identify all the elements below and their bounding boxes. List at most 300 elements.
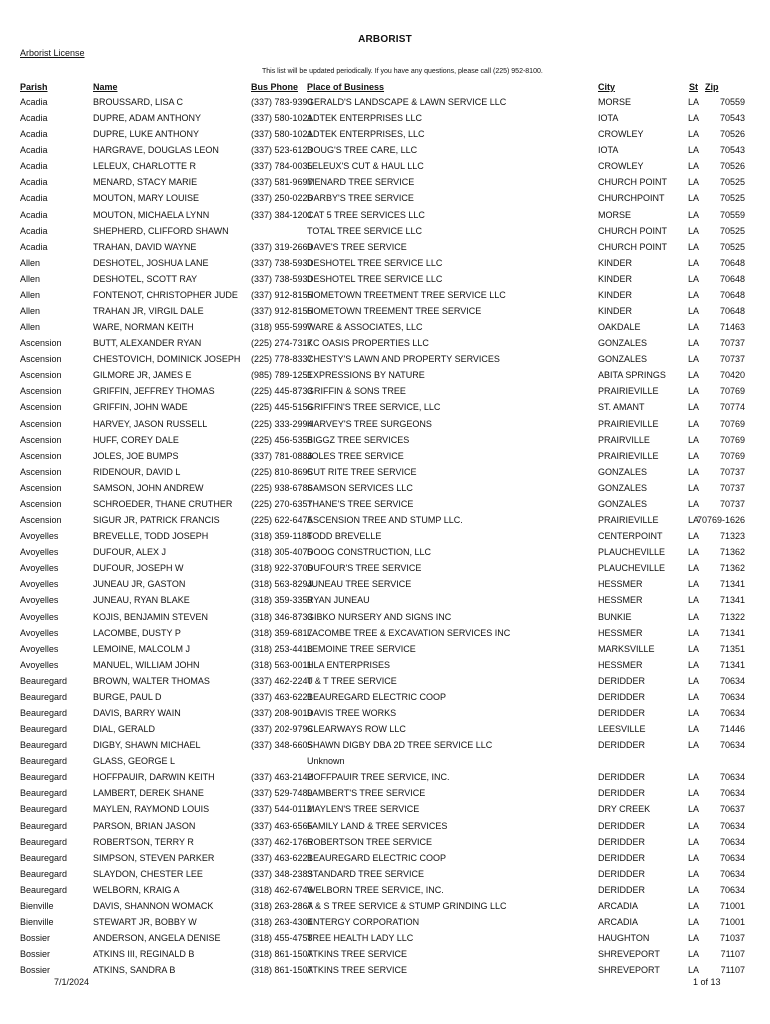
cell-bus-phone: (337) 784-0035 <box>251 161 313 172</box>
cell-city: SHREVEPORT <box>598 965 660 976</box>
cell-bus-phone: (337) 580-1021 <box>251 129 313 140</box>
cell-zip: 70769 <box>719 450 745 461</box>
cell-state: LA <box>688 933 700 944</box>
cell-bus-phone: (318) 455-4758 <box>251 933 313 944</box>
cell-state: LA <box>688 563 700 574</box>
cell-state: LA <box>688 740 700 751</box>
cell-zip: 71463 <box>719 322 745 333</box>
table-row <box>0 530 770 546</box>
cell-city: PRAIRVILLE <box>598 434 650 445</box>
cell-parish: Ascension <box>20 338 62 349</box>
cell-name: KOJIS, BENJAMIN STEVEN <box>93 611 209 622</box>
cell-name: DAVIS, BARRY WAIN <box>93 707 181 718</box>
cell-city: DERIDDER <box>598 820 646 831</box>
cell-name: BROWN, WALTER THOMAS <box>93 675 210 686</box>
cell-zip: 70769 <box>719 418 745 429</box>
cell-state: LA <box>688 675 700 686</box>
cell-state: LA <box>688 418 700 429</box>
cell-name: JOLES, JOE BUMPS <box>93 450 179 461</box>
cell-state: LA <box>688 466 700 477</box>
cell-city: CHURCH POINT <box>598 177 667 188</box>
cell-parish: Bienville <box>20 900 54 911</box>
update-note: This list will be updated periodically. If you have any questions, please call (225) 952-8100. <box>262 68 543 75</box>
cell-state: LA <box>688 306 700 317</box>
cell-zip: 70634 <box>719 852 745 863</box>
cell-place-of-business: T & T TREE SERVICE <box>307 675 397 686</box>
table-row <box>0 723 770 739</box>
cell-place-of-business: THANE'S TREE SERVICE <box>307 498 414 509</box>
cell-state: LA <box>688 884 700 895</box>
cell-parish: Ascension <box>20 418 62 429</box>
cell-zip: 71322 <box>719 611 745 622</box>
cell-city: CROWLEY <box>598 129 644 140</box>
header-parish: Parish <box>20 82 48 92</box>
header-place-of-business: Place of Business <box>307 82 385 92</box>
cell-state: LA <box>688 691 700 702</box>
table-row <box>0 852 770 868</box>
footer-date: 7/1/2024 <box>54 977 90 987</box>
table-row <box>0 321 770 337</box>
cell-name: STEWART JR, BOBBY W <box>93 916 197 927</box>
cell-name: BUTT, ALEXANDER RYAN <box>93 338 202 349</box>
cell-parish: Acadia <box>20 193 48 204</box>
cell-state: LA <box>688 627 700 638</box>
cell-place-of-business: BIGGZ TREE SERVICES <box>307 434 410 445</box>
cell-city: ARCADIA <box>598 900 639 911</box>
cell-state: LA <box>688 868 700 879</box>
table-row <box>0 498 770 514</box>
cell-name: MAYLEN, RAYMOND LOUIS <box>93 804 210 815</box>
table-row <box>0 627 770 643</box>
table-row <box>0 546 770 562</box>
cell-name: DESHOTEL, SCOTT RAY <box>93 273 198 284</box>
cell-zip: 70634 <box>719 788 745 799</box>
cell-parish: Avoyelles <box>20 611 59 622</box>
cell-parish: Beauregard <box>20 820 68 831</box>
cell-parish: Beauregard <box>20 868 68 879</box>
cell-zip: 70634 <box>719 820 745 831</box>
header-name: Name <box>93 82 118 92</box>
cell-parish: Beauregard <box>20 707 68 718</box>
cell-bus-phone: (225) 810-8695 <box>251 466 313 477</box>
table-row <box>0 209 770 225</box>
license-table <box>0 96 770 980</box>
cell-zip: 70634 <box>719 868 745 879</box>
cell-place-of-business: GRIFFIN'S TREE SERVICE, LLC <box>307 402 441 413</box>
cell-parish: Ascension <box>20 466 62 477</box>
cell-city: LEESVILLE <box>598 724 646 735</box>
table-row <box>0 755 770 771</box>
cell-name: DIAL, GERALD <box>93 724 156 735</box>
cell-state: LA <box>688 209 700 220</box>
table-row <box>0 401 770 417</box>
cell-parish: Acadia <box>20 225 48 236</box>
cell-place-of-business: GERALD'S LANDSCAPE & LAWN SERVICE LLC <box>307 97 507 107</box>
cell-bus-phone: (337) 463-6565 <box>251 820 313 831</box>
cell-bus-phone: (337) 463-6221 <box>251 852 313 863</box>
cell-parish: Avoyelles <box>20 563 59 574</box>
cell-zip: 71107 <box>720 949 745 960</box>
cell-name: CHESTOVICH, DOMINICK JOSEPH <box>93 354 241 365</box>
table-row <box>0 225 770 241</box>
cell-place-of-business: ATKINS TREE SERVICE <box>307 949 408 960</box>
cell-zip: 70737 <box>719 498 745 509</box>
cell-state: LA <box>688 949 700 960</box>
cell-bus-phone: (318) 955-5997 <box>251 322 313 333</box>
cell-parish: Acadia <box>20 97 48 107</box>
cell-name: DUFOUR, JOSEPH W <box>93 563 184 574</box>
cell-city: PRAIRIEVILLE <box>598 450 659 461</box>
cell-parish: Ascension <box>20 370 62 381</box>
cell-parish: Beauregard <box>20 675 68 686</box>
cell-name: SHEPHERD, CLIFFORD SHAWN <box>93 225 229 236</box>
table-row <box>0 707 770 723</box>
cell-bus-phone: (318) 861-1507 <box>251 949 313 960</box>
cell-state: LA <box>688 707 700 718</box>
cell-state: LA <box>688 820 700 831</box>
cell-state: LA <box>688 804 700 815</box>
cell-state: LA <box>688 225 700 236</box>
cell-city: HESSMER <box>598 595 643 606</box>
cell-zip: 70648 <box>719 257 745 268</box>
cell-name: DESHOTEL, JOSHUA LANE <box>93 257 209 268</box>
cell-city: CROWLEY <box>598 161 644 172</box>
cell-name: BURGE, PAUL D <box>93 691 162 702</box>
cell-city: GONZALES <box>598 466 648 477</box>
cell-name: FONTENOT, CHRISTOPHER JUDE <box>93 289 238 300</box>
cell-state: LA <box>688 386 700 397</box>
cell-name: GRIFFIN, JOHN WADE <box>93 402 188 413</box>
cell-bus-phone: (318) 263-2867 <box>251 900 313 911</box>
cell-state: LA <box>688 965 700 976</box>
table-row <box>0 948 770 964</box>
cell-zip: 71001 <box>719 900 745 911</box>
cell-city: OAKDALE <box>598 322 641 333</box>
cell-place-of-business: CAT 5 TREE SERVICES LLC <box>307 209 425 220</box>
cell-place-of-business: DOOG CONSTRUCTION, LLC <box>307 547 432 558</box>
cell-name: GLASS, GEORGE L <box>93 756 176 767</box>
cell-bus-phone: (337) 202-9796 <box>251 724 313 735</box>
cell-name: GILMORE JR, JAMES E <box>93 370 192 381</box>
cell-state: LA <box>688 531 700 542</box>
cell-bus-phone: (318) 359-1186 <box>251 531 312 542</box>
cell-city: PLAUCHEVILLE <box>598 563 666 574</box>
cell-zip: 71107 <box>720 965 745 976</box>
table-row <box>0 160 770 176</box>
table-row <box>0 176 770 192</box>
cell-state: LA <box>688 177 700 188</box>
cell-bus-phone: (337) 781-0886 <box>251 450 313 461</box>
cell-parish: Beauregard <box>20 788 68 799</box>
cell-zip: 71341 <box>719 627 745 638</box>
table-row <box>0 900 770 916</box>
cell-parish: Beauregard <box>20 884 68 895</box>
header-city: City <box>598 82 616 92</box>
cell-city: PRAIRIEVILLE <box>598 386 659 397</box>
cell-parish: Beauregard <box>20 772 68 783</box>
cell-state: LA <box>688 257 700 268</box>
cell-parish: Acadia <box>20 241 48 252</box>
cell-place-of-business: SHAWN DIGBY DBA 2D TREE SERVICE LLC <box>307 740 493 751</box>
cell-state: LA <box>688 113 700 124</box>
table-row <box>0 466 770 482</box>
cell-bus-phone: (337) 529-7489 <box>251 788 313 799</box>
cell-city: DERIDDER <box>598 836 646 847</box>
cell-city: DRY CREEK <box>598 804 651 815</box>
cell-parish: Allen <box>20 273 41 284</box>
cell-state: LA <box>688 322 700 333</box>
cell-city: DERIDDER <box>598 707 646 718</box>
cell-place-of-business: ASCENSION TREE AND STUMP LLC. <box>307 515 463 526</box>
cell-place-of-business: DESHOTEL TREE SERVICE LLC <box>307 273 443 284</box>
cell-bus-phone: (337) 738-5930 <box>251 257 313 268</box>
table-row <box>0 482 770 498</box>
cell-parish: Beauregard <box>20 804 68 815</box>
table-row <box>0 868 770 884</box>
cell-zip: 70737 <box>719 354 745 365</box>
cell-state: LA <box>688 515 700 526</box>
table-row <box>0 739 770 755</box>
cell-zip: 70737 <box>719 466 745 477</box>
cell-zip: 70543 <box>719 113 745 124</box>
cell-state: LA <box>688 772 700 783</box>
cell-parish: Bossier <box>20 933 51 944</box>
cell-parish: Acadia <box>20 161 48 172</box>
cell-name: MOUTON, MICHAELA LYNN <box>93 209 210 220</box>
cell-zip: 70737 <box>719 338 745 349</box>
cell-state: LA <box>688 611 700 622</box>
cell-zip: 71362 <box>719 547 745 558</box>
cell-state: LA <box>688 273 700 284</box>
cell-city: PRAIRIEVILLE <box>598 515 659 526</box>
table-row <box>0 434 770 450</box>
cell-name: ROBERTSON, TERRY R <box>93 836 194 847</box>
cell-parish: Acadia <box>20 209 48 220</box>
cell-place-of-business: LACOMBE TREE & EXCAVATION SERVICES INC <box>307 627 511 638</box>
cell-state: LA <box>688 724 700 735</box>
cell-zip: 71341 <box>719 595 745 606</box>
table-row <box>0 353 770 369</box>
cell-parish: Beauregard <box>20 756 68 767</box>
table-row <box>0 289 770 305</box>
cell-bus-phone: (318) 922-3706 <box>251 563 313 574</box>
cell-state: LA <box>688 289 700 300</box>
cell-bus-phone: (985) 789-1251 <box>251 370 313 381</box>
cell-state: LA <box>688 836 700 847</box>
document-subtitle: Arborist License <box>20 48 85 58</box>
cell-zip: 70420 <box>719 370 745 381</box>
cell-bus-phone: (337) 783-9390 <box>251 97 313 107</box>
cell-parish: Ascension <box>20 354 62 365</box>
cell-parish: Ascension <box>20 402 62 413</box>
cell-place-of-business: STANDARD TREE SERVICE <box>307 868 425 879</box>
cell-place-of-business: ATKINS TREE SERVICE <box>307 965 408 976</box>
cell-place-of-business: LEMOINE TREE SERVICE <box>307 643 416 654</box>
cell-place-of-business: ADTEK ENTERPRISES, LLC <box>307 129 425 140</box>
cell-place-of-business: HOMETOWN TREEMENT TREE SERVICE <box>307 306 482 317</box>
cell-zip: 70559 <box>719 97 745 107</box>
cell-bus-phone: (225) 778-8337 <box>251 354 313 365</box>
cell-state: LA <box>688 547 700 558</box>
cell-place-of-business: CUT RITE TREE SERVICE <box>307 466 417 477</box>
cell-place-of-business: HOFFPAUIR TREE SERVICE, INC. <box>307 772 450 783</box>
cell-place-of-business: RYAN JUNEAU <box>307 595 370 606</box>
cell-parish: Bienville <box>20 916 54 927</box>
table-row <box>0 241 770 257</box>
cell-state: LA <box>688 900 700 911</box>
cell-bus-phone: (225) 445-5156 <box>251 402 313 413</box>
cell-city: MORSE <box>598 97 632 107</box>
cell-state: LA <box>688 402 700 413</box>
cell-name: LACOMBE, DUSTY P <box>93 627 181 638</box>
cell-bus-phone: (318) 563-0011 <box>251 659 312 670</box>
cell-name: DAVIS, SHANNON WOMACK <box>93 900 214 911</box>
table-row <box>0 96 770 112</box>
cell-name: SIGUR JR, PATRICK FRANCIS <box>93 515 220 526</box>
cell-parish: Bossier <box>20 965 51 976</box>
cell-zip: 70634 <box>719 740 745 751</box>
cell-city: ABITA SPRINGS <box>598 370 666 381</box>
cell-zip: 70526 <box>719 129 745 140</box>
cell-state: LA <box>688 852 700 863</box>
cell-place-of-business: CHESTY'S LAWN AND PROPERTY SERVICES <box>307 354 500 365</box>
cell-state: LA <box>688 97 700 107</box>
table-row <box>0 257 770 273</box>
cell-place-of-business: ADTEK ENTERPRISES LLC <box>307 113 423 124</box>
cell-bus-phone: (318) 263-4304 <box>251 916 313 927</box>
cell-bus-phone: (225) 274-7317 <box>251 338 313 349</box>
cell-city: CHURCH POINT <box>598 225 667 236</box>
cell-zip: 70525 <box>719 225 745 236</box>
cell-parish: Acadia <box>20 145 48 156</box>
cell-zip: 70774 <box>719 402 745 413</box>
cell-state: LA <box>688 161 700 172</box>
cell-city: KINDER <box>598 289 633 300</box>
cell-city: HESSMER <box>598 579 643 590</box>
cell-parish: Ascension <box>20 434 62 445</box>
cell-city: KINDER <box>598 306 633 317</box>
cell-zip: 70526 <box>719 161 745 172</box>
cell-place-of-business: BEAUREGARD ELECTRIC COOP <box>307 852 447 863</box>
cell-place-of-business: MENARD TREE SERVICE <box>307 177 415 188</box>
cell-city: DERIDDER <box>598 884 646 895</box>
cell-bus-phone: (318) 359-3359 <box>251 595 313 606</box>
cell-place-of-business: ENTERGY CORPORATION <box>307 916 420 927</box>
cell-parish: Beauregard <box>20 724 68 735</box>
cell-place-of-business: CLEARWAYS ROW LLC <box>307 724 406 735</box>
cell-city: DERIDDER <box>598 868 646 879</box>
cell-state: LA <box>688 129 700 140</box>
cell-city: CHURCH POINT <box>598 241 667 252</box>
table-row <box>0 916 770 932</box>
cell-state: LA <box>688 241 700 252</box>
cell-zip: 70525 <box>719 193 745 204</box>
cell-name: MOUTON, MARY LOUISE <box>93 193 200 204</box>
cell-bus-phone: (225) 456-5355 <box>251 434 313 445</box>
cell-place-of-business: TOTAL TREE SERVICE LLC <box>307 225 423 236</box>
cell-zip: 71001 <box>719 916 745 927</box>
table-row <box>0 192 770 208</box>
cell-parish: Beauregard <box>20 836 68 847</box>
cell-parish: Avoyelles <box>20 643 59 654</box>
cell-city: IOTA <box>598 113 619 124</box>
table-row <box>0 450 770 466</box>
cell-place-of-business: TREE HEALTH LADY LLC <box>307 933 414 944</box>
cell-city: DERIDDER <box>598 788 646 799</box>
cell-zip: 70634 <box>719 772 745 783</box>
cell-city: SHREVEPORT <box>598 949 660 960</box>
cell-place-of-business: Unknown <box>307 756 345 767</box>
cell-city: DERIDDER <box>598 691 646 702</box>
cell-name: HUFF, COREY DALE <box>93 434 179 445</box>
cell-bus-phone: (337) 463-6221 <box>251 691 313 702</box>
cell-parish: Avoyelles <box>20 627 59 638</box>
cell-zip: 70634 <box>719 707 745 718</box>
cell-state: LA <box>688 450 700 461</box>
cell-name: BREVELLE, TODD JOSEPH <box>93 531 209 542</box>
cell-zip: 70769 <box>719 386 745 397</box>
cell-bus-phone: (225) 333-2994 <box>251 418 313 429</box>
table-row <box>0 820 770 836</box>
table-row <box>0 787 770 803</box>
cell-parish: Allen <box>20 257 41 268</box>
cell-name: PARSON, BRIAN JASON <box>93 820 196 831</box>
cell-place-of-business: SAMSON SERVICES LLC <box>307 482 413 493</box>
table-row <box>0 305 770 321</box>
cell-name: BROUSSARD, LISA C <box>93 97 184 107</box>
table-row <box>0 514 770 530</box>
cell-bus-phone: (225) 938-6786 <box>251 482 313 493</box>
table-row <box>0 803 770 819</box>
table-row <box>0 643 770 659</box>
table-row <box>0 594 770 610</box>
cell-parish: Bossier <box>20 949 51 960</box>
cell-state: LA <box>688 579 700 590</box>
table-row <box>0 562 770 578</box>
cell-name: HARGRAVE, DOUGLAS LEON <box>93 145 219 156</box>
cell-place-of-business: MAYLEN'S TREE SERVICE <box>307 804 420 815</box>
cell-place-of-business: KC OASIS PROPERTIES LLC <box>307 338 429 349</box>
table-row <box>0 771 770 787</box>
cell-parish: Allen <box>20 306 41 317</box>
table-row <box>0 112 770 128</box>
cell-zip: 70559 <box>719 209 745 220</box>
table-row <box>0 691 770 707</box>
cell-place-of-business: DARBY'S TREE SERVICE <box>307 193 414 204</box>
cell-name: HARVEY, JASON RUSSELL <box>93 418 208 429</box>
cell-state: LA <box>688 659 700 670</box>
cell-name: LELEUX, CHARLOTTE R <box>93 161 197 172</box>
cell-bus-phone: (225) 270-6357 <box>251 498 313 509</box>
cell-place-of-business: DAVIS TREE WORKS <box>307 707 397 718</box>
table-row <box>0 659 770 675</box>
cell-parish: Acadia <box>20 177 48 188</box>
cell-state: LA <box>688 498 700 509</box>
cell-city: BUNKIE <box>598 611 632 622</box>
cell-bus-phone: (318) 563-8294 <box>251 579 313 590</box>
cell-parish: Avoyelles <box>20 579 59 590</box>
cell-place-of-business: FAMILY LAND & TREE SERVICES <box>307 820 448 831</box>
cell-parish: Avoyelles <box>20 547 59 558</box>
cell-zip: 71037 <box>719 933 745 944</box>
cell-zip: 70634 <box>719 836 745 847</box>
cell-name: DIGBY, SHAWN MICHAEL <box>93 740 201 751</box>
page-title: ARBORIST <box>358 34 412 45</box>
cell-name: TRAHAN, DAVID WAYNE <box>93 241 197 252</box>
cell-place-of-business: LAMBERT'S TREE SERVICE <box>307 788 426 799</box>
cell-name: JUNEAU, RYAN BLAKE <box>93 595 190 606</box>
cell-parish: Avoyelles <box>20 595 59 606</box>
